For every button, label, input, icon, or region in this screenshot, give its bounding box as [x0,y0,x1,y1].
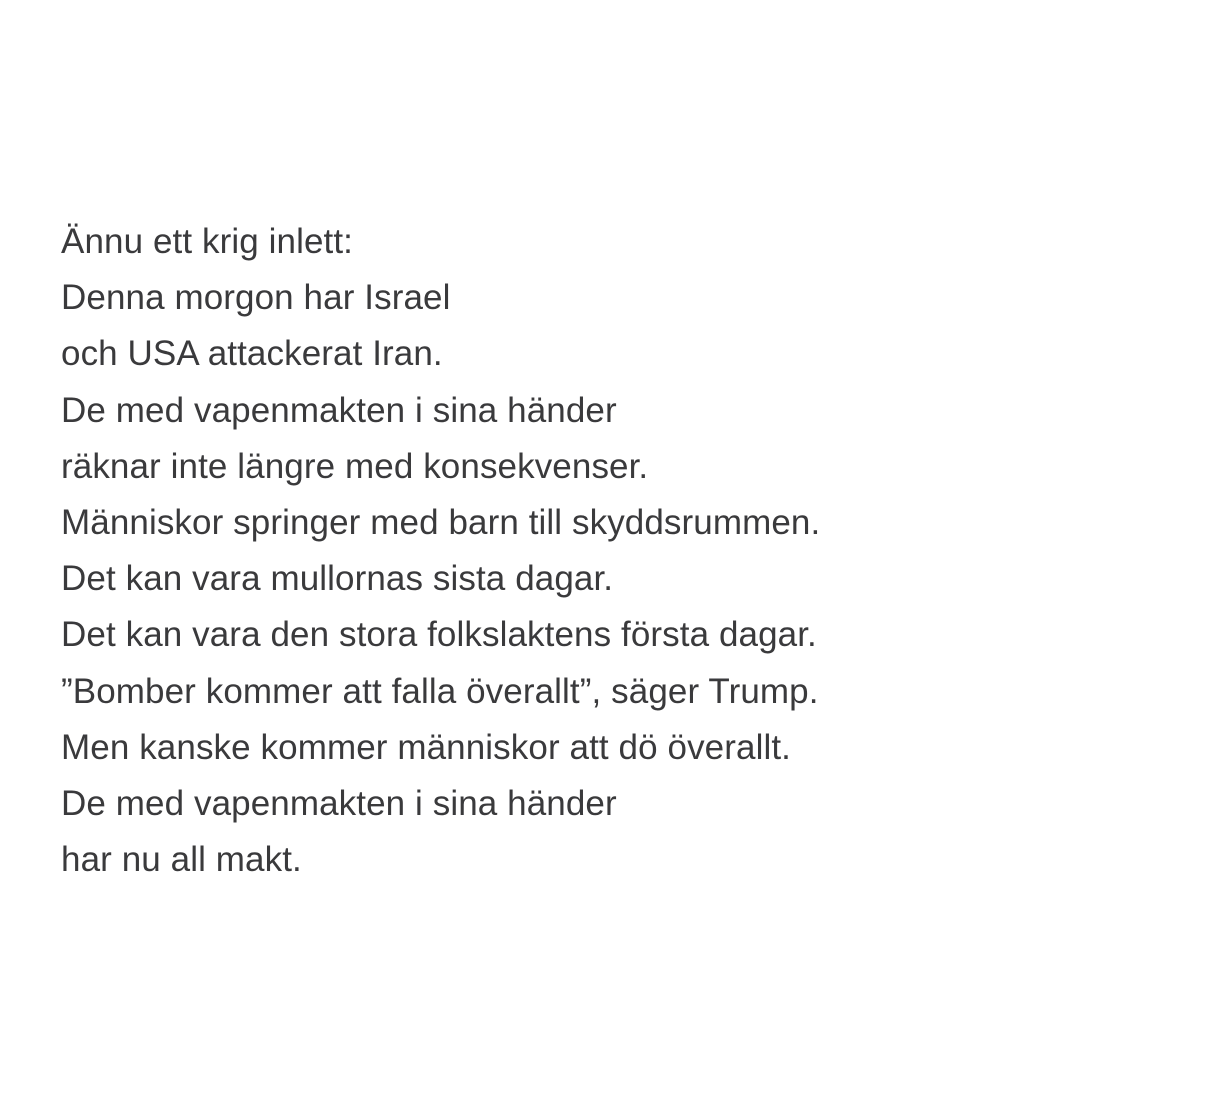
note-line: Men kanske kommer människor att dö överallt. [61,727,791,767]
note-line: De med vapenmakten i sina händer [61,390,617,430]
note-line: Det kan vara mullornas sista dagar. [61,559,614,599]
note-line: räknar inte längre med konsekvenser. [61,446,649,486]
note-line: har nu all makt. [61,840,302,880]
note-text[interactable] [61,214,1161,888]
note-line: De med vapenmakten i sina händer [61,783,617,823]
note-line: ”Bomber kommer att falla överallt”, säger Trump. [61,671,819,711]
note-line: Denna morgon har Israel [61,278,451,318]
note-line: Ännu ett krig inlett: [61,222,353,261]
note-line: Människor springer med barn till skyddsrummen. [61,502,821,542]
note-line: och USA attackerat Iran. [61,334,443,374]
note-line: Det kan vara den stora folkslaktens första dagar. [61,615,817,655]
